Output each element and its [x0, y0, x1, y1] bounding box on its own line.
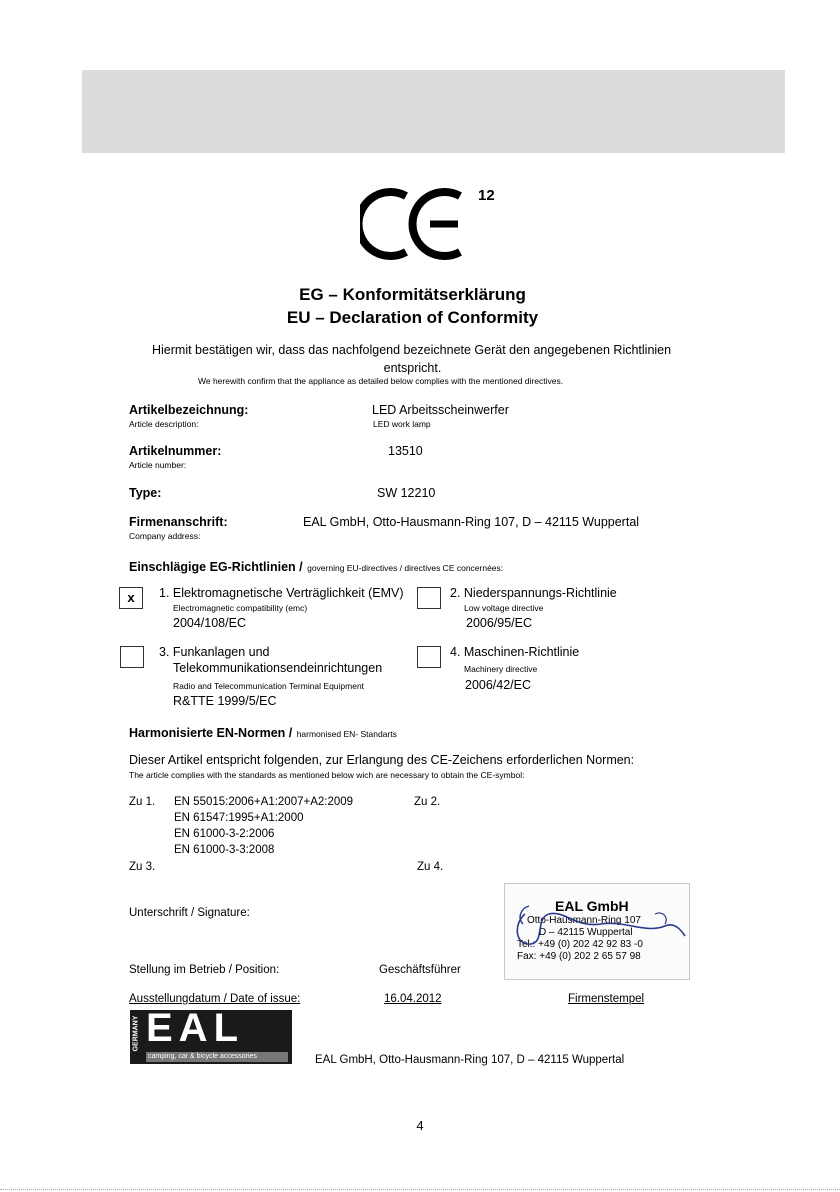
type-label: Type:	[129, 486, 162, 500]
directive-3-title2: Telekommunikationsendeinrichtungen	[173, 661, 383, 675]
logo-side-text: GERMANY	[132, 1015, 140, 1052]
page-number: 4	[416, 1118, 424, 1133]
directive-3-sub: Radio and Telecommunication Terminal Equipment	[173, 681, 365, 691]
directives-heading-rest: governing EU-directives / directives CE concernées:	[307, 563, 504, 573]
address-label: Firmenanschrift:	[129, 515, 228, 529]
article-label: Artikelbezeichnung:	[129, 403, 249, 417]
norms-heading	[129, 724, 397, 742]
directive-1-title: 1. Elektromagnetische Verträglichkeit (EMV)	[159, 586, 404, 600]
type-value: SW 12210	[377, 486, 436, 500]
directive-2-title: 2. Niederspannungs-Richtlinie	[450, 586, 617, 600]
stamp-company: EAL GmbH	[555, 898, 629, 914]
signature-label: Unterschrift / Signature:	[129, 907, 250, 919]
directive-4-title: 4. Maschinen-Richtlinie	[450, 645, 580, 659]
number-label: Artikelnummer:	[129, 444, 222, 458]
zu-2: Zu 2.	[414, 796, 441, 808]
zu-1: Zu 1.	[129, 796, 156, 808]
stamp-fax: Fax: +49 (0) 202 2 65 57 98	[517, 951, 641, 962]
directive-3-code: R&TTE 1999/5/EC	[173, 694, 277, 708]
address-sub: Company address:	[129, 531, 201, 541]
company-stamp	[504, 883, 690, 980]
stamp-label: Firmenstempel	[568, 993, 645, 1005]
stamp-street: Otto-Hausmann-Ring 107	[527, 915, 641, 926]
standard-3: EN 61000-3-2:2006	[174, 828, 275, 840]
intro-en: We herewith confirm that the appliance as detailed below complies with the mentioned directives.	[198, 376, 564, 386]
position-label: Stellung im Betrieb / Position:	[129, 964, 280, 976]
number-sub: Article number:	[129, 460, 187, 470]
standard-1: EN 55015:2006+A1:2007+A2:2009	[174, 796, 354, 808]
norms-heading-bold: Harmonisierte EN-Normen /	[129, 726, 293, 740]
directive-1-sub: Electromagnetic compatibility (emc)	[173, 603, 308, 613]
directive-3-title: 3. Funkanlagen und	[159, 645, 270, 659]
position-value: Geschäftsführer	[379, 964, 461, 976]
intro-de-line1: Hiermit bestätigen wir, dass das nachfolgend bezeichnete Gerät den angegebenen Richtlinien	[152, 343, 672, 357]
directive-2-sub: Low voltage directive	[464, 603, 544, 613]
standard-2: EN 61547:1995+A1:2000	[174, 812, 304, 824]
number-value: 13510	[388, 444, 423, 458]
directive-2-code: 2006/95/EC	[466, 616, 533, 630]
stamp-tel: Tel.: +49 (0) 202 42 92 83 -0	[517, 939, 643, 950]
standard-4: EN 61000-3-3:2008	[174, 844, 275, 856]
eal-logo	[130, 1006, 292, 1064]
title-de: EG – Konformitätserklärung	[299, 285, 526, 304]
zu-4: Zu 4.	[417, 861, 444, 873]
directive-3-checkbox[interactable]	[120, 646, 144, 668]
norms-heading-rest: harmonised EN- Standarts	[296, 729, 397, 739]
header-band	[82, 70, 785, 153]
article-value-sub: LED work lamp	[373, 419, 431, 429]
directives-heading	[129, 558, 503, 576]
date-value: 16.04.2012	[384, 993, 442, 1005]
article-sub: Article description:	[129, 419, 199, 429]
bottom-divider	[0, 1189, 840, 1190]
directive-2-checkbox[interactable]	[417, 587, 441, 609]
title-en: EU – Declaration of Conformity	[286, 308, 539, 327]
directive-1-checkbox[interactable]: x	[119, 587, 143, 609]
directive-1-code: 2004/108/EC	[173, 616, 246, 630]
logo-tagline: camping, car & bicycle accessories	[148, 1053, 257, 1060]
signature-icon	[505, 884, 689, 979]
directive-4-code: 2006/42/EC	[465, 678, 532, 692]
norms-text-en: The article complies with the standards as mentioned below wich are necessary to obtain the CE-symbol:	[129, 770, 525, 780]
directive-4-checkbox[interactable]	[417, 646, 441, 668]
address-value: EAL GmbH, Otto-Hausmann-Ring 107, D – 42115 Wuppertal	[303, 515, 640, 529]
stamp-city: D – 42115 Wuppertal	[539, 927, 633, 938]
date-label: Ausstellungdatum / Date of issue:	[129, 993, 301, 1005]
directives-heading-bold: Einschlägige EG-Richtlinien /	[129, 560, 303, 574]
ce-number: 12	[478, 187, 495, 204]
norms-text-de: Dieser Artikel entspricht folgenden, zur Erlangung des CE-Zeichens erforderlichen Normen:	[129, 753, 635, 767]
intro-de-line2: entspricht.	[383, 361, 442, 375]
zu-3: Zu 3.	[129, 861, 156, 873]
directive-4-sub: Machinery directive	[464, 664, 538, 674]
ce-mark-icon	[360, 188, 466, 260]
footer-address: EAL GmbH, Otto-Hausmann-Ring 107, D – 42115 Wuppertal	[315, 1054, 625, 1066]
article-value: LED Arbeitsscheinwerfer	[372, 403, 509, 417]
logo-word: EAL	[146, 1006, 244, 1050]
